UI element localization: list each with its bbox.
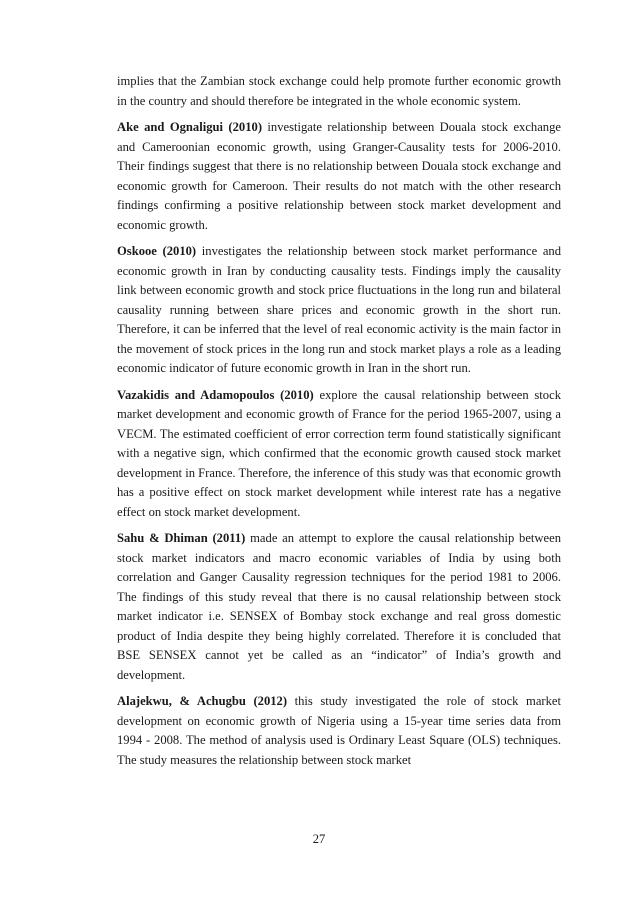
paragraph-text: implies that the Zambian stock exchange could help promote further economic growth in the country and should therefore be integrated in the whole economic system. bbox=[117, 74, 561, 108]
text-column bbox=[117, 72, 561, 777]
paragraph-oskooe bbox=[117, 242, 561, 379]
paragraph-alajekwu-achugbu bbox=[117, 692, 561, 770]
citation-author: Oskooe (2010) bbox=[117, 244, 197, 258]
paragraph-text: investigates the relationship between stock market performance and economic growth in Iran by conducting causality tests. Findings imply the causality link between economic growth and stock price fluctuations in the long run and bilateral causality running between share prices and economic growth in the short run. Therefore, it can be inferred that the level of real economic activity is the main factor in the movement of stock prices in the long run and stock market plays a role as a leading economic indicator of future economic growth in Iran in the short run. bbox=[117, 244, 561, 375]
page-number: 27 bbox=[312, 832, 326, 846]
paragraph-text: investigate relationship between Douala stock exchange and Cameroonian economic growth, using Granger-Causality tests for 2006-2010. Their findings suggest that there is no relationship between Douala stock exchange and economic growth for Cameroon. Their results do not match with the other research findings confirming a positive relationship between stock market development and economic growth. bbox=[117, 120, 561, 232]
citation-author: Vazakidis and Adamopoulos (2010) bbox=[117, 387, 314, 402]
citation-author: Sahu & Dhiman (2011) bbox=[117, 531, 246, 545]
paragraph-vazakidis-adamopoulos bbox=[117, 386, 561, 523]
paragraph-text: explore the causal relationship between stock market development and economic growth of France for the period 1965-2007, using a VECM. The estimated coefficient of error correction term found statistically significant with a negative sign, which confirmed that the economic growth caused stock market development in France. Therefore, the inference of this study was that economic growth has a positive effect on stock market development while interest rate has a negative effect on stock market development. bbox=[117, 387, 561, 519]
paragraph-text: made an attempt to explore the causal relationship between stock market indicators and macro economic variables of India by using both correlation and Ganger Causality regression techniques for the period 1981 to 2006. The findings of this study reveal that there is no causal relationship between stock market indicator i.e. SENSEX of Bombay stock exchange and real gross domestic product of India despite they being highly correlated. Therefore it is concluded that BSE SENSEX cannot yet be called as an “indicator” of India’s growth and development. bbox=[117, 531, 562, 682]
paragraph-text: this study investigated the role of stock market development on economic growth of Nigeria using a 15-year time series data from 1994 - 2008. The method of analysis used is Ordinary Least Square (OLS) techniques. The study measures the relationship between stock market bbox=[117, 694, 561, 767]
citation-author: Ake and Ognaligui (2010) bbox=[117, 120, 263, 134]
paragraph-ake-ognaligui bbox=[117, 118, 561, 235]
citation-author: Alajekwu, & Achugbu (2012) bbox=[117, 694, 288, 708]
paragraph-sahu-dhiman bbox=[117, 529, 561, 685]
paragraph-zambia-continuation bbox=[117, 72, 561, 111]
